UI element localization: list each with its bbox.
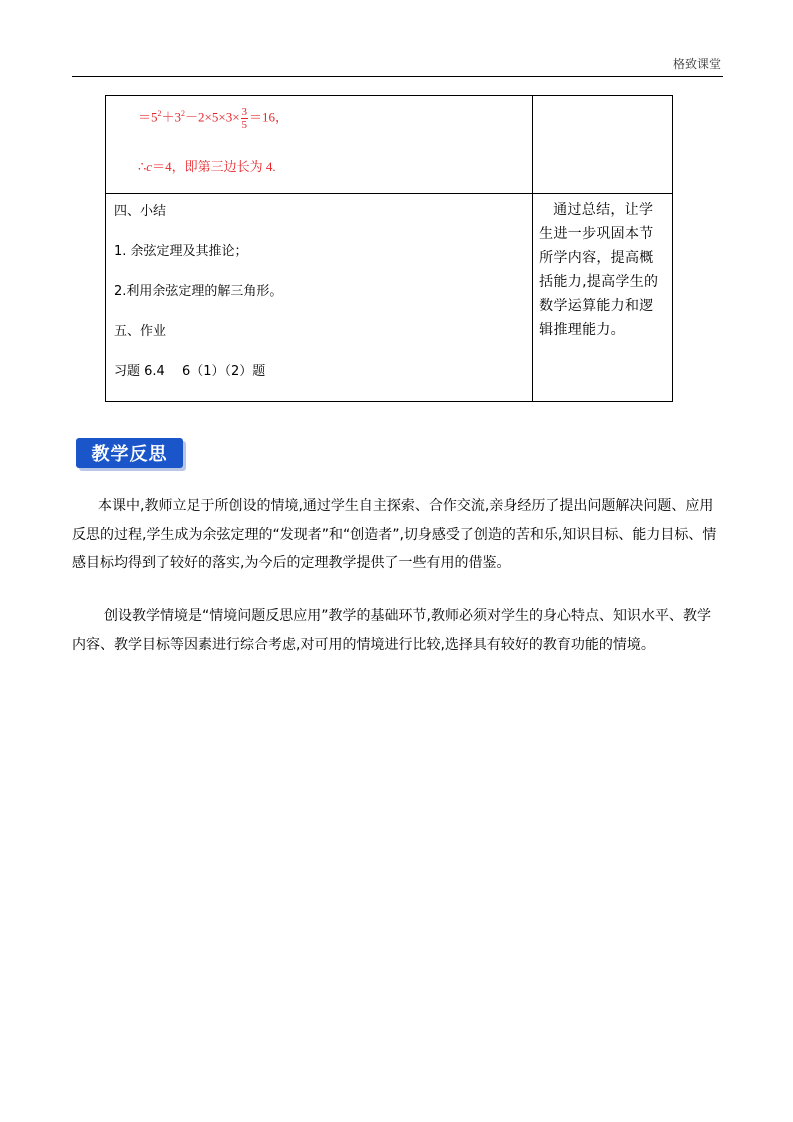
reflection-badge: 教学反思 [76,438,183,468]
homework-text: 习题 6.4 6（1）（2）题 [114,364,266,379]
formula-cell [106,96,533,194]
formula-exponent: 2 [157,109,162,119]
formula-part: ＋3 [161,109,182,125]
summary-note: 通过总结，让学生进一步巩固本节所学内容，提高概括能力,提高学生的数学运算能力和逻辑推理能力。 [539,202,659,338]
lesson-table [105,95,673,402]
fraction-denominator: 5 [241,119,248,131]
summary-item: 2.利用余弦定理的解三角形。 [114,284,283,299]
formula-part: －2×5×3× [185,109,240,125]
homework-heading: 五、作业 [114,324,167,339]
formula-part: ＝5 [138,109,158,125]
formula-conclusion: ＝4，即第三边长为 4. [152,159,276,174]
formula-part: ＝16， [249,109,289,125]
fraction [241,106,249,131]
fraction-numerator: 3 [241,106,248,118]
therefore-symbol: ∴ [138,159,147,174]
header-rule [72,76,723,77]
summary-cell [106,194,533,402]
header-brand: 格致课堂 [672,57,721,71]
reflection-paragraph: 创设教学情境是“情境问题反思应用”教学的基础环节,教师必须对学生的身心特点、知识水平、教学内容、教学目标等因素进行综合考虑,对可用的情境进行比较,选择具有较好的教育功能的情境。 [72,608,711,653]
formula-note-cell [533,96,673,194]
reflection-paragraph: 本课中,教师立足于所创设的情境,通过学生自主探索、合作交流,亲身经历了提出问题解决问题、应用反思的过程,学生成为余弦定理的“发现者”和“创造者”,切身感受了创造的苦和乐,知识目标、能力目标、情感目标均得到了较好的落实,为今后的定理教学提供了一些有用的借鉴。 [72,498,717,571]
variable-c: c [146,159,153,174]
summary-note-cell [533,194,673,402]
formula-line-2 [138,156,276,175]
formula-line-1 [138,106,288,131]
summary-item: 1. 余弦定理及其推论； [114,244,248,259]
formula-exponent: 2 [181,109,186,119]
summary-heading: 四、小结 [114,204,167,219]
